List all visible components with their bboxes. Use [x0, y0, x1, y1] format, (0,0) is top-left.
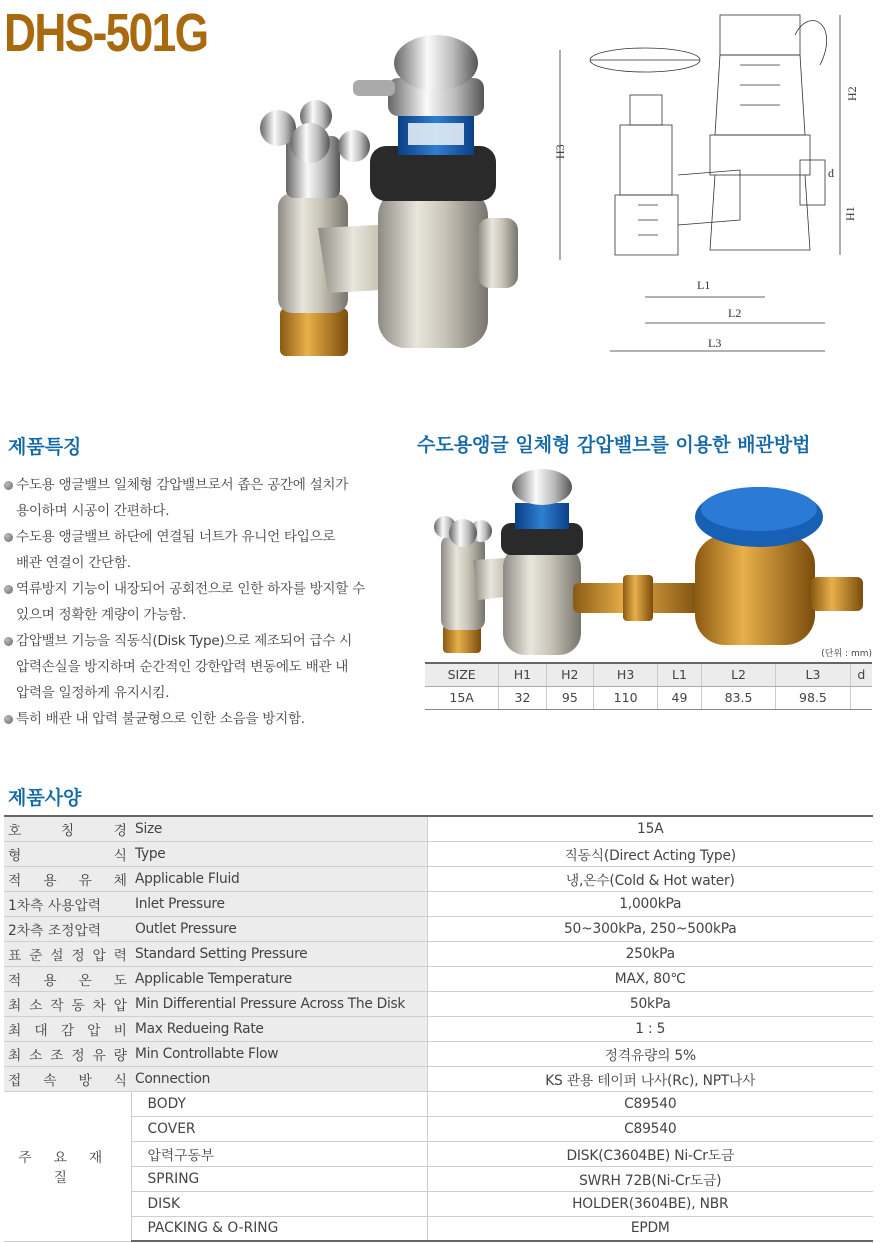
col-d: d: [850, 663, 872, 686]
spec-value: 1 : 5: [427, 1016, 873, 1041]
spec-name-ko-text: 접 속 방 식: [8, 1072, 127, 1089]
features-heading: 제품특징: [8, 436, 82, 458]
d-label: d: [828, 166, 834, 180]
spec-name-en: Inlet Pressure: [131, 891, 427, 916]
spec-value: 50kPa: [427, 991, 873, 1016]
spec-name-ko: [4, 1016, 131, 1041]
spec-name-ko: [4, 841, 131, 866]
feature-item: 수도용 앵글밸브 하단에 연결됨 너트가 유니언 타입으로: [4, 524, 404, 550]
h2-label: H2: [845, 86, 859, 101]
spec-value: 정격유량의 5%: [427, 1041, 873, 1066]
table-row: [4, 1066, 873, 1091]
material-part: COVER: [131, 1116, 427, 1141]
feature-item-cont: 배관 연결이 간단함.: [16, 555, 131, 571]
table-row: [4, 966, 873, 991]
h3-label: H3: [553, 144, 567, 159]
feature-item: 수도용 앵글밸브 일체형 감압밸브로서 좁은 공간에 설치가: [4, 472, 404, 498]
col-l2: L2: [701, 663, 775, 686]
table-row: [4, 1141, 873, 1166]
spec-name-ko-text: 형 식: [8, 847, 127, 864]
spec-name-ko: [4, 941, 131, 966]
spec-name-ko: [4, 916, 131, 941]
spec-name-en: Outlet Pressure: [131, 916, 427, 941]
spec-name-ko-text: 최 소 조 정 유 량: [8, 1047, 127, 1064]
spec-name-en: Applicable Temperature: [131, 966, 427, 991]
spec-value: 50~300kPa, 250~500kPa: [427, 916, 873, 941]
material-part: SPRING: [131, 1166, 427, 1191]
table-row: [4, 1191, 873, 1216]
spec-name-ko: [4, 866, 131, 891]
table-row: [4, 1116, 873, 1141]
bullet-icon: [4, 533, 13, 542]
spec-name-en: Type: [131, 841, 427, 866]
spec-value: 15A: [427, 816, 873, 841]
bullet-icon: [4, 585, 13, 594]
material-value: DISK(C3604BE) Ni-Cr도금: [427, 1141, 873, 1166]
spec-name-ko-text: 호 칭 경: [8, 822, 127, 839]
col-size: SIZE: [425, 663, 499, 686]
feature-item: 감압밸브 기능을 직동식(Disk Type)으로 제조되어 급수 시: [4, 628, 404, 654]
feature-item-cont: 압력손실을 방지하며 순간적인 강한압력 변동에도 배관 내: [16, 659, 349, 675]
spec-table: [4, 815, 873, 1242]
spec-name-ko: [4, 891, 131, 916]
table-row: [4, 916, 873, 941]
spec-name-ko-text: 적 용 유 체: [8, 872, 127, 889]
spec-name-ko: [4, 816, 131, 841]
feature-item-cont: 용이하며 시공이 간편하다.: [16, 503, 170, 519]
spec-value: 1,000kPa: [427, 891, 873, 916]
table-row: 15A 32 95 110 49 83.5 98.5: [425, 686, 872, 709]
h1-label: H1: [843, 206, 857, 221]
features-list: [4, 472, 404, 732]
spec-name-ko: [4, 1041, 131, 1066]
table-row: [4, 891, 873, 916]
material-part: 압력구동부: [131, 1141, 427, 1166]
spec-value: 250kPa: [427, 941, 873, 966]
feature-item-cont: 압력을 일정하게 유지시킴.: [16, 685, 170, 701]
spec-name-ko-text: 1차측 사용압력: [8, 897, 102, 914]
product-photo: [248, 18, 538, 363]
spec-name-ko: [4, 966, 131, 991]
feature-item: 역류방지 기능이 내장되어 공회전으로 인한 하자를 방지할 수: [4, 576, 404, 602]
spec-name-en: Standard Setting Pressure: [131, 941, 427, 966]
bullet-icon: [4, 481, 13, 490]
table-row: [4, 1166, 873, 1191]
spec-name-en: Applicable Fluid: [131, 866, 427, 891]
materials-label: 주요재질: [4, 1091, 131, 1241]
spec-name-ko-text: 2차측 조정압력: [8, 922, 102, 939]
unit-note: (단위 : mm): [821, 649, 872, 659]
col-h2: H2: [546, 663, 593, 686]
l2-label: L2: [728, 306, 742, 320]
installation-photo: [423, 465, 873, 657]
spec-value: 직동식(Direct Acting Type): [427, 841, 873, 866]
spec-name-ko-text: 표 준 설 정 압 력: [8, 947, 127, 964]
material-value: EPDM: [427, 1216, 873, 1241]
spec-value: MAX, 80℃: [427, 966, 873, 991]
material-part: PACKING & O-RING: [131, 1216, 427, 1241]
spec-name-ko: [4, 991, 131, 1016]
col-h1: H1: [499, 663, 546, 686]
feature-item-cont: 있으며 정확한 계량이 가능함.: [16, 607, 187, 623]
dimension-drawing: [540, 5, 875, 360]
material-value: C89540: [427, 1116, 873, 1141]
spec-value: KS 관용 테이퍼 나사(Rc), NPT나사: [427, 1066, 873, 1091]
col-l3: L3: [776, 663, 850, 686]
table-row: [4, 1016, 873, 1041]
table-row: [4, 841, 873, 866]
table-row: [4, 1091, 873, 1116]
bullet-icon: [4, 715, 13, 724]
spec-name-ko-text: 최 대 감 압 비: [8, 1022, 127, 1039]
table-row: [4, 1041, 873, 1066]
l3-label: L3: [708, 336, 722, 350]
spec-name-en: Min Differential Pressure Across The Disk: [131, 991, 427, 1016]
table-row: [4, 816, 873, 841]
spec-value: 냉,온수(Cold & Hot water): [427, 866, 873, 891]
col-h3: H3: [594, 663, 658, 686]
model-title: DHS-501G: [4, 3, 208, 63]
spec-name-en: Connection: [131, 1066, 427, 1091]
table-row: [4, 1216, 873, 1241]
dimension-table: [425, 662, 872, 710]
spec-name-en: Max Redueing Rate: [131, 1016, 427, 1041]
spec-name-ko-text: 최 소 작 동 차 압: [8, 997, 127, 1014]
bullet-icon: [4, 637, 13, 646]
spec-name-en: Size: [131, 816, 427, 841]
material-value: SWRH 72B(Ni-Cr도금): [427, 1166, 873, 1191]
material-part: DISK: [131, 1191, 427, 1216]
spec-name-en: Min Controllabte Flow: [131, 1041, 427, 1066]
table-row: [4, 941, 873, 966]
table-row: [4, 991, 873, 1016]
table-header-row: [425, 663, 872, 686]
feature-item: 특히 배관 내 압력 불균형으로 인한 소음을 방지함.: [4, 706, 404, 732]
col-l1: L1: [658, 663, 702, 686]
table-row: [4, 866, 873, 891]
spec-name-ko: [4, 1066, 131, 1091]
install-heading: 수도용앵글 일체형 감압밸브를 이용한 배관방법: [417, 434, 811, 456]
material-value: HOLDER(3604BE), NBR: [427, 1191, 873, 1216]
specs-heading: 제품사양: [8, 787, 82, 809]
spec-name-ko-text: 적 용 온 도: [8, 972, 127, 989]
material-part: BODY: [131, 1091, 427, 1116]
material-value: C89540: [427, 1091, 873, 1116]
l1-label: L1: [697, 278, 711, 292]
